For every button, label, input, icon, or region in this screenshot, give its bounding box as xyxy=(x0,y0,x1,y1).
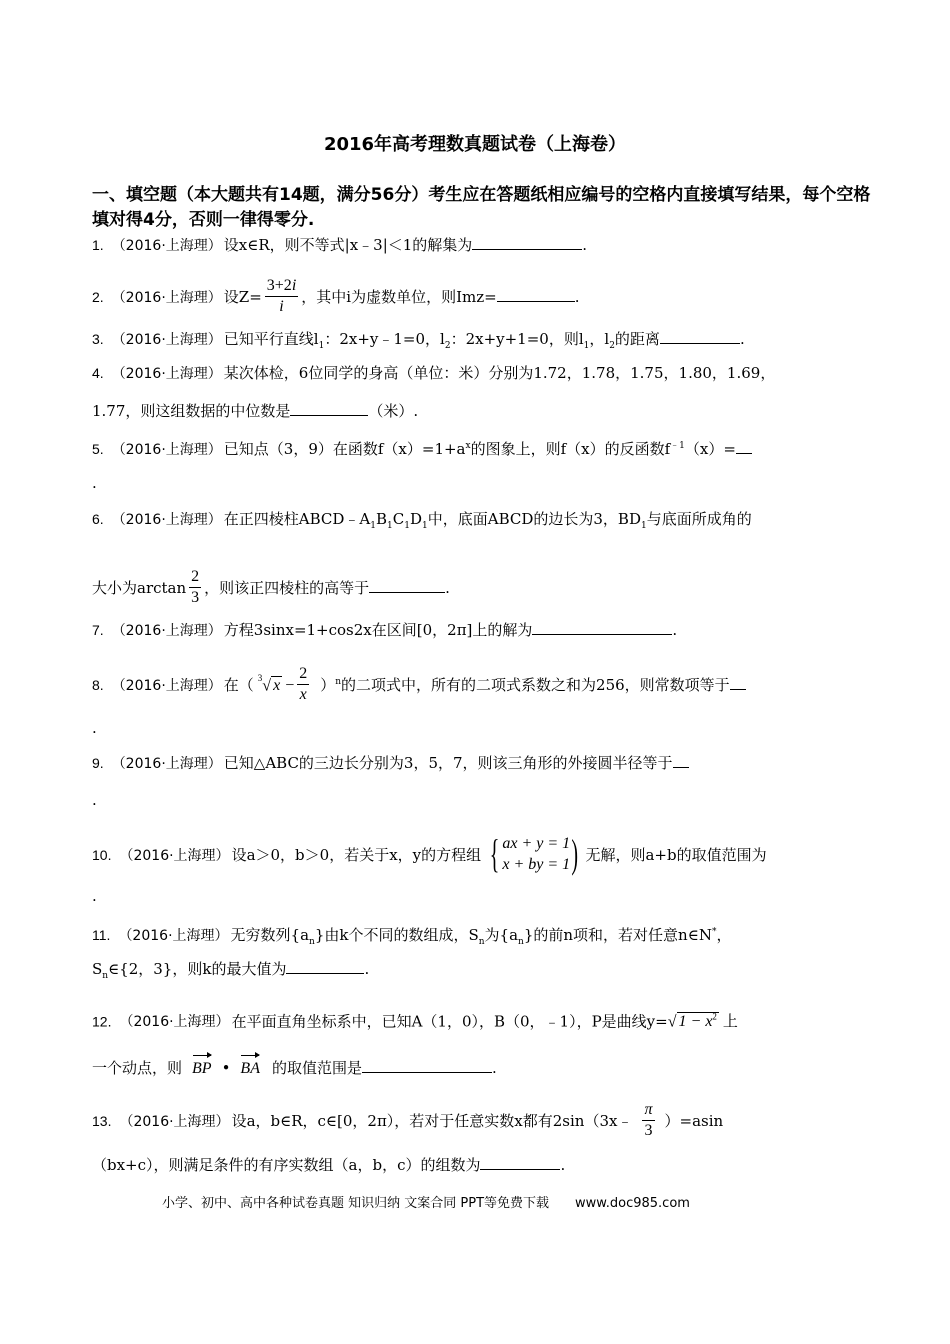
minus-sign: − xyxy=(285,677,295,694)
answer-blank[interactable] xyxy=(497,285,575,302)
period: . xyxy=(92,474,97,492)
question-number: 9. xyxy=(92,755,104,771)
question-text: S xyxy=(92,960,103,978)
fraction-denominator: x xyxy=(299,686,307,703)
period: . xyxy=(491,1059,497,1077)
root-body: x xyxy=(273,677,281,694)
fraction-numerator: 2 xyxy=(297,664,309,685)
subscript: n xyxy=(309,937,315,947)
answer-blank[interactable] xyxy=(730,673,746,690)
answer-blank[interactable] xyxy=(290,399,368,416)
question-text: ：2x+y+1=0，则l xyxy=(450,330,584,348)
question-text: 上 xyxy=(722,1012,738,1031)
right-brace: ) xyxy=(571,831,579,876)
question-12 xyxy=(92,1006,738,1031)
section-heading: 一、填空题（本大题共有14题，满分56分）考生应在答题纸相应编号的空格内直接填写结果，每个空格填对得4分，否则一律得零分. xyxy=(92,185,871,230)
question-text: 已知△ABC的三边长分别为3，5，7，则该三角形的外接圆半径等于 xyxy=(223,754,673,772)
superscript: x xyxy=(465,441,471,451)
root-body xyxy=(677,1012,719,1030)
question-text: 在正四棱柱ABCD﹣A xyxy=(223,510,371,528)
period: . xyxy=(582,236,588,254)
question-text: B xyxy=(376,510,388,528)
question-6-continued xyxy=(92,568,450,606)
question-text: 在平面直角坐标系中，已知A（1，0），B（0，﹣1），P是曲线y= xyxy=(231,1012,668,1031)
answer-blank[interactable] xyxy=(480,1153,560,1170)
answer-blank[interactable] xyxy=(472,233,582,250)
question-text: 一个动点，则 xyxy=(92,1059,183,1077)
fraction-numerator-i: i xyxy=(291,277,297,294)
fraction xyxy=(189,567,201,607)
question-12-continued xyxy=(92,1056,497,1078)
question-text: 已知点（3，9）在函数f（x）=1+a xyxy=(223,440,466,458)
question-11 xyxy=(92,921,732,947)
question-text: 1.77，则这组数据的中位数是 xyxy=(92,402,291,420)
period: . xyxy=(739,330,745,348)
question-text: 设x∈R，则不等式|x﹣3|＜1的解集为 xyxy=(223,236,473,254)
question-text: 的取值范围是 xyxy=(271,1059,362,1077)
question-text: 的距离 xyxy=(614,330,660,348)
fraction-numerator: π xyxy=(642,1100,654,1121)
vector-bp: BP xyxy=(192,1058,212,1080)
question-8-continued xyxy=(92,717,97,739)
question-text: ：2x+y﹣1=0，l xyxy=(324,330,445,348)
question-number: 11. xyxy=(92,927,111,943)
fraction xyxy=(297,664,309,704)
answer-blank[interactable] xyxy=(286,957,364,974)
question-text: 与底面所成角的 xyxy=(646,510,752,528)
source-tag: （2016·上海理） xyxy=(111,512,222,528)
question-number: 6. xyxy=(92,511,104,527)
source-tag: （2016·上海理） xyxy=(111,678,222,694)
question-text: ） xyxy=(320,676,336,694)
question-number: 2. xyxy=(92,289,104,305)
question-text: C xyxy=(392,510,405,528)
equation-1: ax + y = 1 xyxy=(502,835,571,852)
root-body-text: 1 − x xyxy=(678,1013,713,1031)
period: . xyxy=(445,579,450,597)
question-text: 无穷数列{a xyxy=(230,926,310,944)
period: . xyxy=(672,621,678,639)
period: . xyxy=(574,288,580,306)
question-7 xyxy=(92,618,677,640)
question-number: 8. xyxy=(92,677,104,693)
question-number: 13. xyxy=(92,1113,112,1129)
question-4 xyxy=(92,362,775,384)
question-text: 无解，则a+b的取值范围为 xyxy=(585,846,767,864)
superscript: ﹣1 xyxy=(670,441,685,451)
period: . xyxy=(92,887,97,905)
subscript: 1 xyxy=(370,521,376,531)
question-text: ∈{2，3}，则k的最大值为 xyxy=(108,960,287,978)
question-10-continued xyxy=(92,885,97,907)
root-index: 3 xyxy=(257,672,263,683)
question-text: 为{a xyxy=(484,926,519,944)
fraction-numerator: 2 xyxy=(189,567,201,588)
fraction-denominator: i xyxy=(279,298,284,315)
source-tag: （2016·上海理） xyxy=(111,238,222,254)
answer-blank[interactable] xyxy=(736,437,752,454)
subscript: 1 xyxy=(387,521,393,531)
question-text: }由k个不同的数组成，S xyxy=(314,926,479,944)
period: . xyxy=(92,791,97,809)
question-text: 的图象上，则f（x）的反函数f xyxy=(470,440,671,458)
source-tag: （2016·上海理） xyxy=(111,366,222,382)
fraction-denominator: 3 xyxy=(644,1122,653,1139)
question-6 xyxy=(92,508,752,530)
question-11-continued xyxy=(92,957,369,979)
question-number: 4. xyxy=(92,365,104,381)
footer-url[interactable]: www.doc985.com xyxy=(575,1196,690,1211)
question-text: ，则该正四棱柱的高等于 xyxy=(204,579,370,597)
question-1 xyxy=(92,233,587,255)
fraction-numerator: 3+2 xyxy=(266,277,292,294)
source-tag: （2016·上海理） xyxy=(111,332,222,348)
subscript: 2 xyxy=(444,341,451,351)
subscript: 1 xyxy=(404,521,410,531)
source-tag: （2016·上海理） xyxy=(119,1014,230,1031)
left-brace: { xyxy=(489,831,500,876)
answer-blank[interactable] xyxy=(369,576,445,593)
question-9-continued xyxy=(92,789,97,811)
question-number: 10. xyxy=(92,847,112,863)
question-10 xyxy=(92,831,767,876)
question-9 xyxy=(92,751,689,773)
question-2 xyxy=(92,277,580,315)
answer-blank[interactable] xyxy=(673,751,689,768)
question-3 xyxy=(92,327,745,349)
question-number: 3. xyxy=(92,331,104,347)
subscript: 1 xyxy=(422,521,428,531)
question-text: ，其中i为虚数单位，则Imz= xyxy=(301,288,497,306)
question-number: 12. xyxy=(92,1013,112,1030)
source-tag: （2016·上海理） xyxy=(111,756,222,772)
cube-root: $^3$√ x xyxy=(257,672,281,694)
period: . xyxy=(92,719,97,737)
question-text: 大小为arctan xyxy=(92,579,187,597)
question-text: （米）. xyxy=(368,402,419,420)
subscript: 1 xyxy=(583,341,590,351)
answer-blank[interactable] xyxy=(362,1056,492,1073)
page-footer xyxy=(162,1192,690,1211)
period: . xyxy=(364,960,370,978)
question-13-continued xyxy=(92,1153,565,1175)
answer-blank[interactable] xyxy=(660,327,740,344)
source-tag: （2016·上海理） xyxy=(119,848,230,864)
subscript: n xyxy=(478,937,485,947)
question-text: }的前n项和，若对任意n∈N xyxy=(523,926,712,944)
source-tag: （2016·上海理） xyxy=(111,290,222,306)
footer-text: 小学、初中、高中各种试卷真题 知识归纳 文案合同 PPT等免费下载 xyxy=(162,1196,550,1211)
period: . xyxy=(560,1156,566,1174)
answer-blank[interactable] xyxy=(532,618,672,635)
question-number: 7. xyxy=(92,622,104,638)
question-text: 的二项式中，所有的二项式系数之和为256，则常数项等于 xyxy=(341,676,730,694)
subscript: 1 xyxy=(640,521,647,531)
question-text: 设a，b∈R，c∈[0，2π），若对于任意实数x都有2sin（3x﹣ xyxy=(231,1112,633,1130)
superscript: 2 xyxy=(712,1012,717,1022)
question-text: 某次体检，6位同学的身高（单位：米）分别为1.72，1.78，1.75，1.80，1.69， xyxy=(223,364,776,382)
question-text: D xyxy=(409,510,423,528)
page-title: 2016年高考理数真题试卷（上海卷） xyxy=(323,134,627,155)
question-text: ， xyxy=(716,926,732,944)
question-text: 在（ xyxy=(223,676,254,694)
subscript: 2 xyxy=(609,341,615,351)
square-root: √ $1 - x^2$ xyxy=(667,1012,717,1031)
subscript: n xyxy=(518,937,524,947)
vector-ba: BA xyxy=(240,1058,260,1080)
fraction xyxy=(265,276,298,316)
question-number: 1. xyxy=(92,237,104,253)
dot-operator: • xyxy=(221,1059,231,1077)
subscript: 1 xyxy=(318,341,325,351)
question-text: 已知平行直线l xyxy=(223,330,319,348)
question-text: 中，底面ABCD的边长为3，BD xyxy=(427,510,641,528)
fraction-denominator: 3 xyxy=(191,589,200,606)
question-text: （x）= xyxy=(684,440,736,458)
source-tag: （2016·上海理） xyxy=(111,623,222,639)
fraction xyxy=(642,1100,654,1140)
question-number: 5. xyxy=(92,441,104,457)
question-text: 设Z= xyxy=(223,288,262,306)
question-8 xyxy=(92,665,746,703)
question-text: ）=asin xyxy=(664,1112,724,1130)
source-tag: （2016·上海理） xyxy=(111,442,222,458)
question-text: 方程3sinx=1+cos2x在区间[0，2π]上的解为 xyxy=(223,621,533,639)
superscript: n xyxy=(335,677,342,687)
question-text: ，l xyxy=(589,330,610,348)
subscript: n xyxy=(102,971,109,981)
superscript: * xyxy=(711,927,717,937)
question-13 xyxy=(92,1101,724,1139)
equation-system xyxy=(485,833,581,875)
question-text: 设a＞0，b＞0，若关于x，y的方程组 xyxy=(231,846,482,864)
source-tag: （2016·上海理） xyxy=(118,928,229,944)
question-5-continued xyxy=(92,472,97,494)
question-5 xyxy=(92,435,752,457)
equation-2: x + by = 1 xyxy=(502,856,571,873)
source-tag: （2016·上海理） xyxy=(119,1114,230,1130)
question-4-continued xyxy=(92,399,418,421)
question-text: （bx+c），则满足条件的有序实数组（a，b，c）的组数为 xyxy=(92,1156,481,1174)
